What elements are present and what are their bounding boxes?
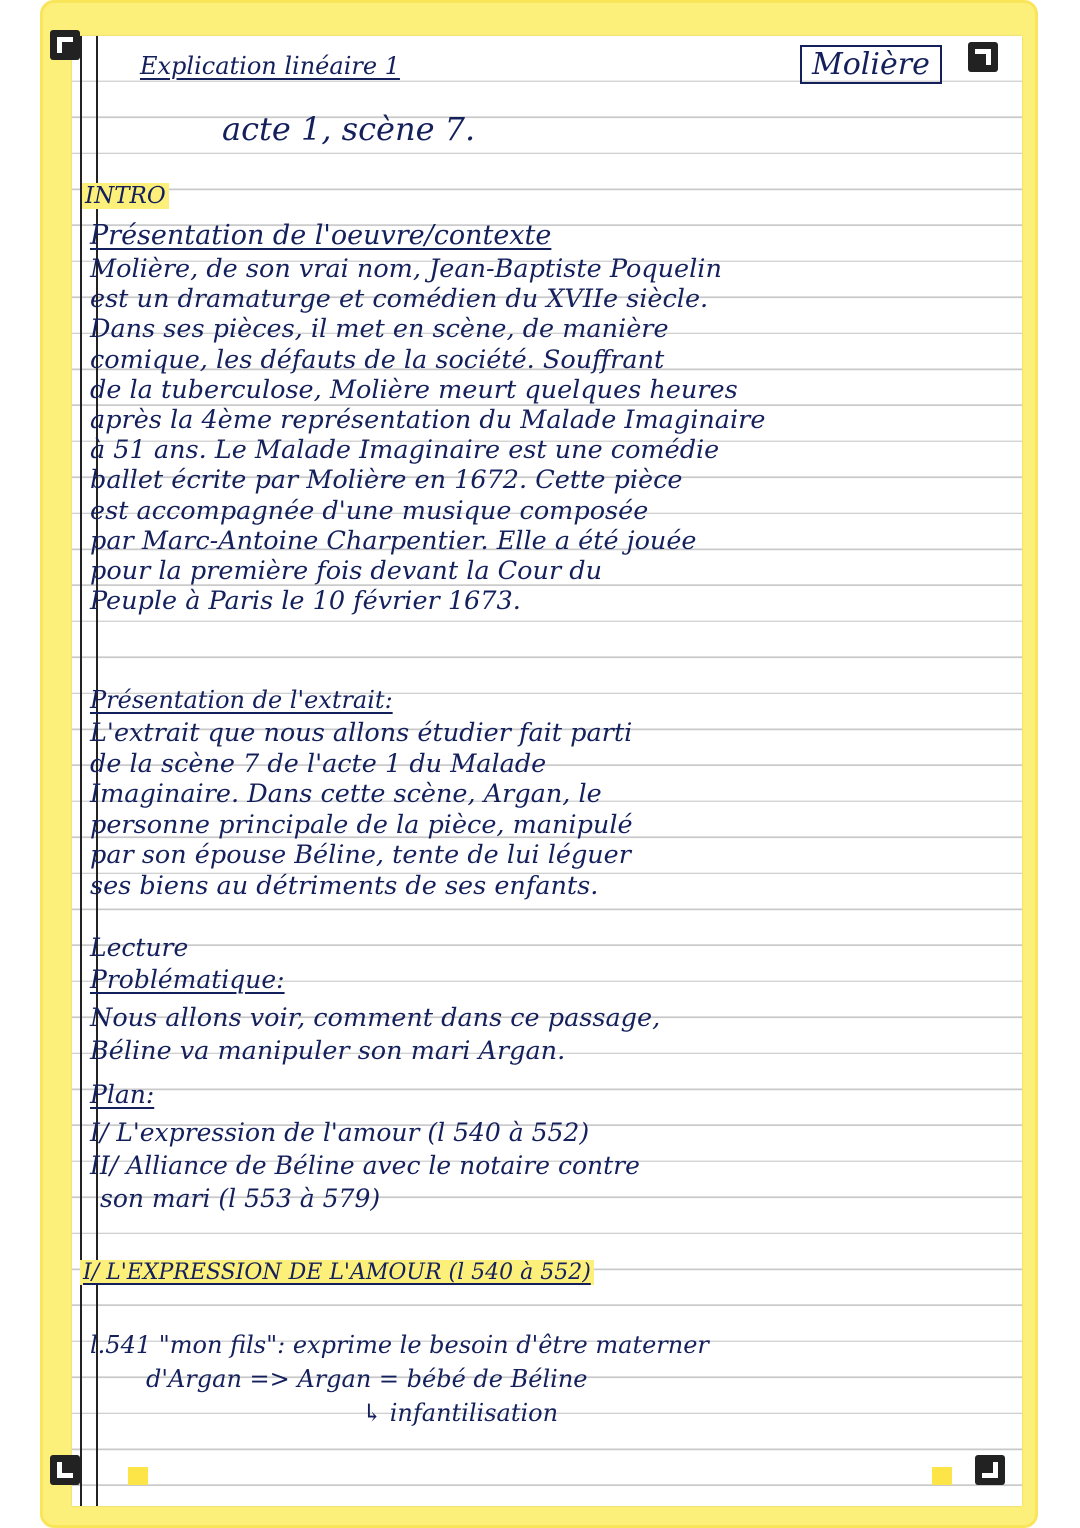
paragraph-line: Béline va manipuler son mari Argan. [90, 1036, 566, 1066]
paragraph-line: ses biens au détriments de ses enfants. [90, 870, 599, 901]
part1-heading: I/ L'EXPRESSION DE L'AMOUR (l 540 à 552) [80, 1260, 594, 1285]
paragraph-line: par son épouse Béline, tente de lui léguer [90, 840, 631, 871]
problematique-paragraph [90, 1002, 1010, 1068]
note-line: ↳ infantilisation [362, 1399, 559, 1427]
yellow-marker-left [128, 1467, 148, 1485]
plan-item: I/ L'expression de l'amour (l 540 à 552) [90, 1118, 590, 1147]
scene-subtitle: acte 1, scène 7. [222, 110, 476, 148]
plan-list [90, 1116, 1010, 1215]
paragraph-line: pour la première fois devant la Cour du [90, 556, 603, 587]
paragraph-line: L'extrait que nous allons étudier fait parti [90, 718, 633, 748]
paragraph-line: est un dramaturge et comédien du XVIIe siècle. [90, 284, 709, 315]
paragraph-line: par Marc-Antoine Charpentier. Elle a été jouée [90, 525, 697, 556]
paragraph-line: de la tuberculose, Molière meurt quelques heures [90, 374, 738, 405]
paragraph-line: comique, les défauts de la société. Souffrant [90, 344, 665, 375]
paragraph-line: ballet écrite par Molière en 1672. Cette pièce [90, 465, 683, 496]
note-line: d'Argan => Argan = bébé de Béline [146, 1365, 588, 1393]
paragraph-line: Peuple à Paris le 10 février 1673. [90, 586, 521, 617]
lecture-label: Lecture [90, 933, 189, 962]
corner-bottom-right-icon [975, 1455, 1005, 1485]
problematique-heading: Problématique: [90, 965, 285, 994]
margin-line-left [80, 36, 82, 1506]
paragraph-line: Imaginaire. Dans cette scène, Argan, le [90, 779, 602, 810]
paragraph-line: Molière, de son vrai nom, Jean-Baptiste Poquelin [90, 254, 722, 284]
paragraph-line: Dans ses pièces, il met en scène, de manière [90, 314, 669, 345]
page-title: Explication linéaire 1 [140, 52, 400, 80]
oeuvre-heading: Présentation de l'oeuvre/contexte [90, 220, 552, 251]
paragraph-line: à 51 ans. Le Malade Imaginaire est une comédie [90, 435, 720, 466]
plan-heading: Plan: [90, 1080, 155, 1109]
corner-top-left-icon [50, 30, 80, 60]
oeuvre-paragraph [90, 254, 1010, 616]
intro-heading: INTRO [82, 183, 169, 209]
corner-bottom-left-icon [50, 1455, 80, 1485]
author-box: Molière [800, 45, 942, 84]
extrait-paragraph [90, 718, 1010, 902]
paragraph-line: personne principale de la pièce, manipulé [90, 809, 633, 840]
plan-item: son mari (l 553 à 579) [100, 1184, 381, 1213]
yellow-marker-right [932, 1467, 952, 1485]
part1-notes [90, 1328, 1010, 1430]
paragraph-line: Nous allons voir, comment dans ce passage, [90, 1003, 661, 1033]
corner-top-right-icon [968, 42, 998, 72]
paragraph-line: de la scène 7 de l'acte 1 du Malade [90, 748, 547, 779]
plan-item: II/ Alliance de Béline avec le notaire contre [90, 1151, 640, 1180]
paragraph-line: après la 4ème représentation du Malade Imaginaire [90, 405, 766, 436]
extrait-heading: Présentation de l'extrait: [90, 686, 393, 714]
note-line: l.541 "mon fils": exprime le besoin d'être materner [90, 1331, 709, 1359]
paragraph-line: est accompagnée d'une musique composée [90, 495, 649, 526]
